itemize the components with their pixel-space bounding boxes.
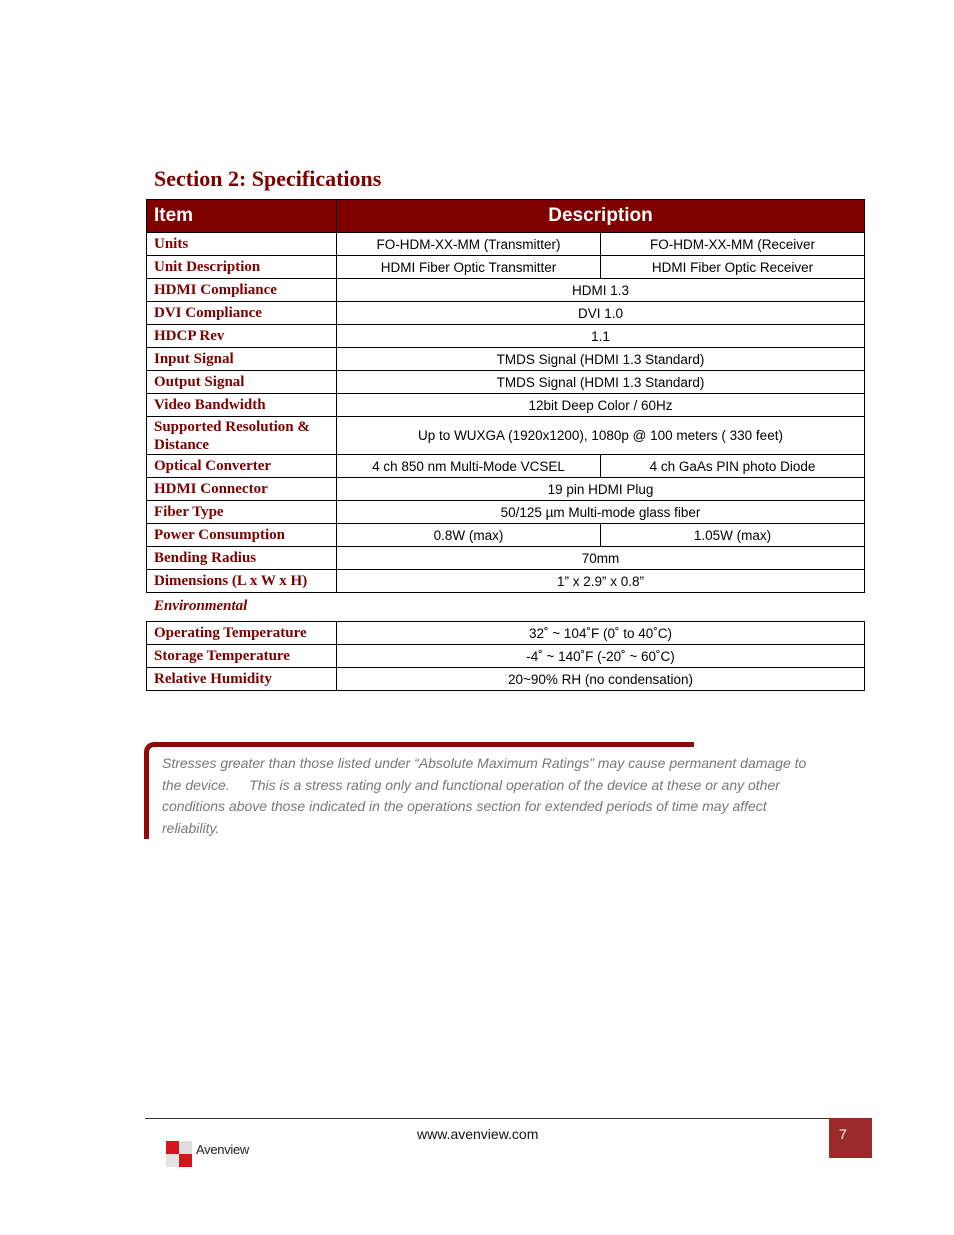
spec-value: FO-HDM-XX-MM (Transmitter) <box>337 233 601 256</box>
table-header-row <box>147 200 865 233</box>
spec-label: Output Signal <box>147 371 337 394</box>
note-line: reliability. <box>162 820 220 837</box>
table-row <box>147 501 865 524</box>
spec-label: Fiber Type <box>147 501 337 524</box>
logo-text: Avenview <box>196 1142 250 1157</box>
spec-label: Supported Resolution & Distance <box>147 417 337 455</box>
spec-value: 1” x 2.9” x 0.8” <box>337 570 865 593</box>
page-number: 7 <box>829 1118 872 1158</box>
note-line: Stresses greater than those listed under “Absolute Maximum Ratings” may cause permanent damage to <box>162 755 807 771</box>
spec-value: 1.05W (max) <box>601 524 865 547</box>
spec-value: Up to WUXGA (1920x1200), 1080p @ 100 meters ( 330 feet) <box>337 417 865 455</box>
spec-label: Bending Radius <box>147 547 337 570</box>
spec-value: 20~90% RH (no condensation) <box>337 668 865 691</box>
table-row <box>147 455 865 478</box>
table-row <box>147 302 865 325</box>
spec-value: 4 ch GaAs PIN photo Diode <box>601 455 865 478</box>
table-row <box>147 668 865 691</box>
table-row <box>147 394 865 417</box>
spec-value: HDMI Fiber Optic Receiver <box>601 256 865 279</box>
spec-value: 4 ch 850 nm Multi-Mode VCSEL <box>337 455 601 478</box>
footer-url: www.avenview.com <box>417 1126 539 1142</box>
table-row <box>147 325 865 348</box>
spec-value: TMDS Signal (HDMI 1.3 Standard) <box>337 348 865 371</box>
spec-label: Relative Humidity <box>147 668 337 691</box>
spec-label: Power Consumption <box>147 524 337 547</box>
table-row <box>147 478 865 501</box>
spec-value: TMDS Signal (HDMI 1.3 Standard) <box>337 371 865 394</box>
spec-value: 32˚ ~ 104˚F (0˚ to 40˚C) <box>337 622 865 645</box>
spec-label: Operating Temperature <box>147 622 337 645</box>
spec-value: HDMI 1.3 <box>337 279 865 302</box>
spec-value: 70mm <box>337 547 865 570</box>
note-line: conditions above those indicated in the operations section for extended periods of time may affect <box>162 798 767 815</box>
spec-label: Dimensions (L x W x H) <box>147 570 337 593</box>
header-description: Description <box>337 200 865 233</box>
spec-label: Optical Converter <box>147 455 337 478</box>
spec-value: HDMI Fiber Optic Transmitter <box>337 256 601 279</box>
table-row <box>147 570 865 593</box>
spec-value: DVI 1.0 <box>337 302 865 325</box>
header-item: Item <box>147 200 337 233</box>
specifications-table <box>146 199 865 593</box>
spec-value: FO-HDM-XX-MM (Receiver <box>601 233 865 256</box>
spec-value: 0.8W (max) <box>337 524 601 547</box>
spec-value: 19 pin HDMI Plug <box>337 478 865 501</box>
table-row <box>147 348 865 371</box>
spec-label: Input Signal <box>147 348 337 371</box>
spec-label: HDMI Compliance <box>147 279 337 302</box>
spec-label: Storage Temperature <box>147 645 337 668</box>
table-row <box>147 417 865 455</box>
table-row <box>147 279 865 302</box>
spec-label: HDMI Connector <box>147 478 337 501</box>
spec-value: 12bit Deep Color / 60Hz <box>337 394 865 417</box>
spec-value: 50/125 µm Multi-mode glass fiber <box>337 501 865 524</box>
table-row <box>147 547 865 570</box>
table-row <box>147 524 865 547</box>
logo-squares-icon <box>164 1140 196 1180</box>
table-row <box>147 233 865 256</box>
spec-value: -4˚ ~ 140˚F (-20˚ ~ 60˚C) <box>337 645 865 668</box>
spec-label: DVI Compliance <box>147 302 337 325</box>
environmental-label: Environmental <box>154 598 248 614</box>
table-row <box>147 371 865 394</box>
table-row <box>147 622 865 645</box>
avenview-logo <box>164 1140 264 1180</box>
footer-divider <box>145 1118 829 1119</box>
spec-value: 1.1 <box>337 325 865 348</box>
spec-label: Unit Description <box>147 256 337 279</box>
spec-label: Video Bandwidth <box>147 394 337 417</box>
stress-note <box>162 753 842 840</box>
note-line: the device. This is a stress rating only and functional operation of the device at these or any other <box>162 776 780 793</box>
table-row <box>147 645 865 668</box>
table-row <box>147 256 865 279</box>
section-title: Section 2: Specifications <box>154 166 382 191</box>
spec-label: Units <box>147 233 337 256</box>
environmental-table <box>146 621 865 691</box>
spec-label: HDCP Rev <box>147 325 337 348</box>
